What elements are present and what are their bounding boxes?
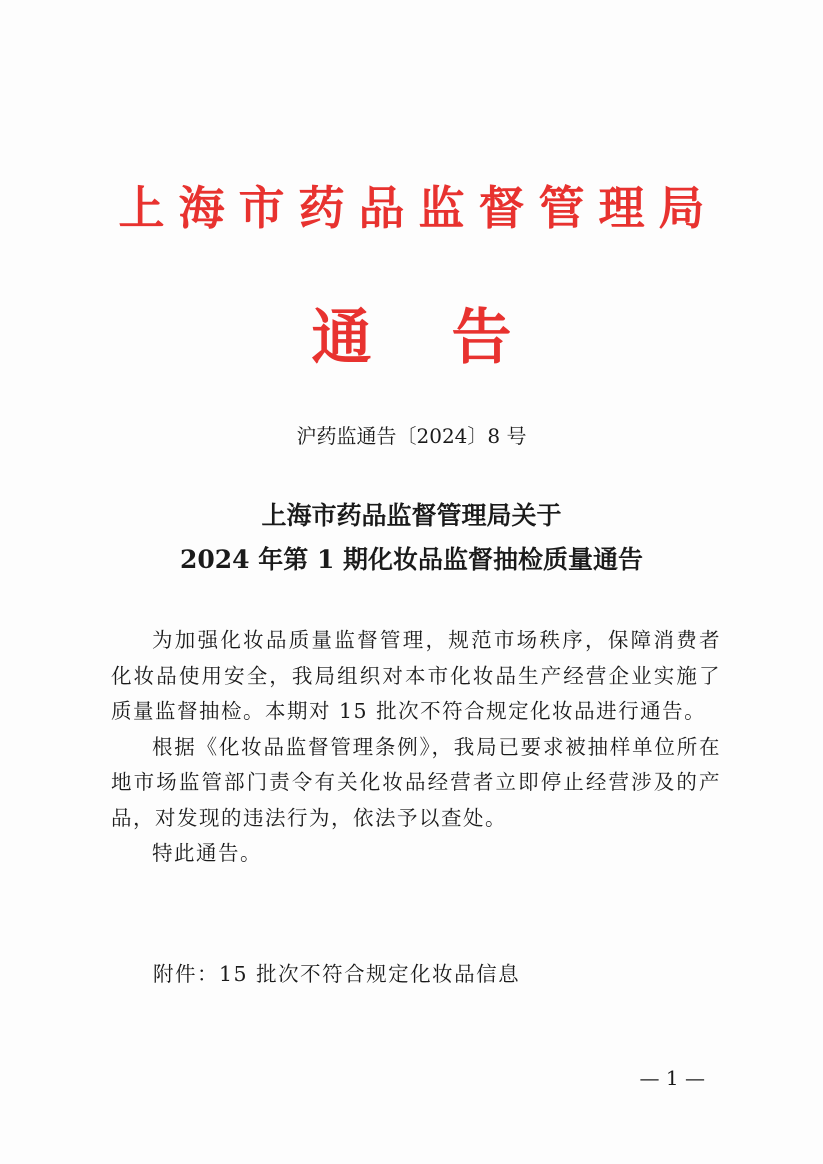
attachment-note: 附件：15 批次不符合规定化妆品信息 xyxy=(153,962,521,986)
document-title-line-1: 上海市药品监督管理局关于 xyxy=(261,501,562,530)
body-paragraph: 特此通告。 xyxy=(152,841,262,865)
page-number: — 1 — xyxy=(639,1066,705,1090)
agency-name: 上海市药品监督管理局 xyxy=(118,181,719,235)
document-title xyxy=(0,494,823,582)
document-number: 沪药监通告〔2024〕8 号 xyxy=(296,424,527,448)
document-title-line-2: 2024 年第 1 期化妆品监督抽检质量通告 xyxy=(179,545,644,574)
body-paragraph: 根据《化妆品监督管理条例》，我局已要求被抽样单位所在地市场监管部门责令有关化妆品经营者立即停止经营涉及的产品，对发现的违法行为，依法予以查处。 xyxy=(111,734,721,830)
notice-label: 通告 xyxy=(311,303,592,373)
body-paragraph: 为加强化妆品质量监督管理，规范市场秩序，保障消费者化妆品使用安全，我局组织对本市化妆品生产经营企业实施了质量监督抽检。本期对 15 批次不符合规定化妆品进行通告。 xyxy=(111,628,721,723)
body-text xyxy=(111,623,721,872)
